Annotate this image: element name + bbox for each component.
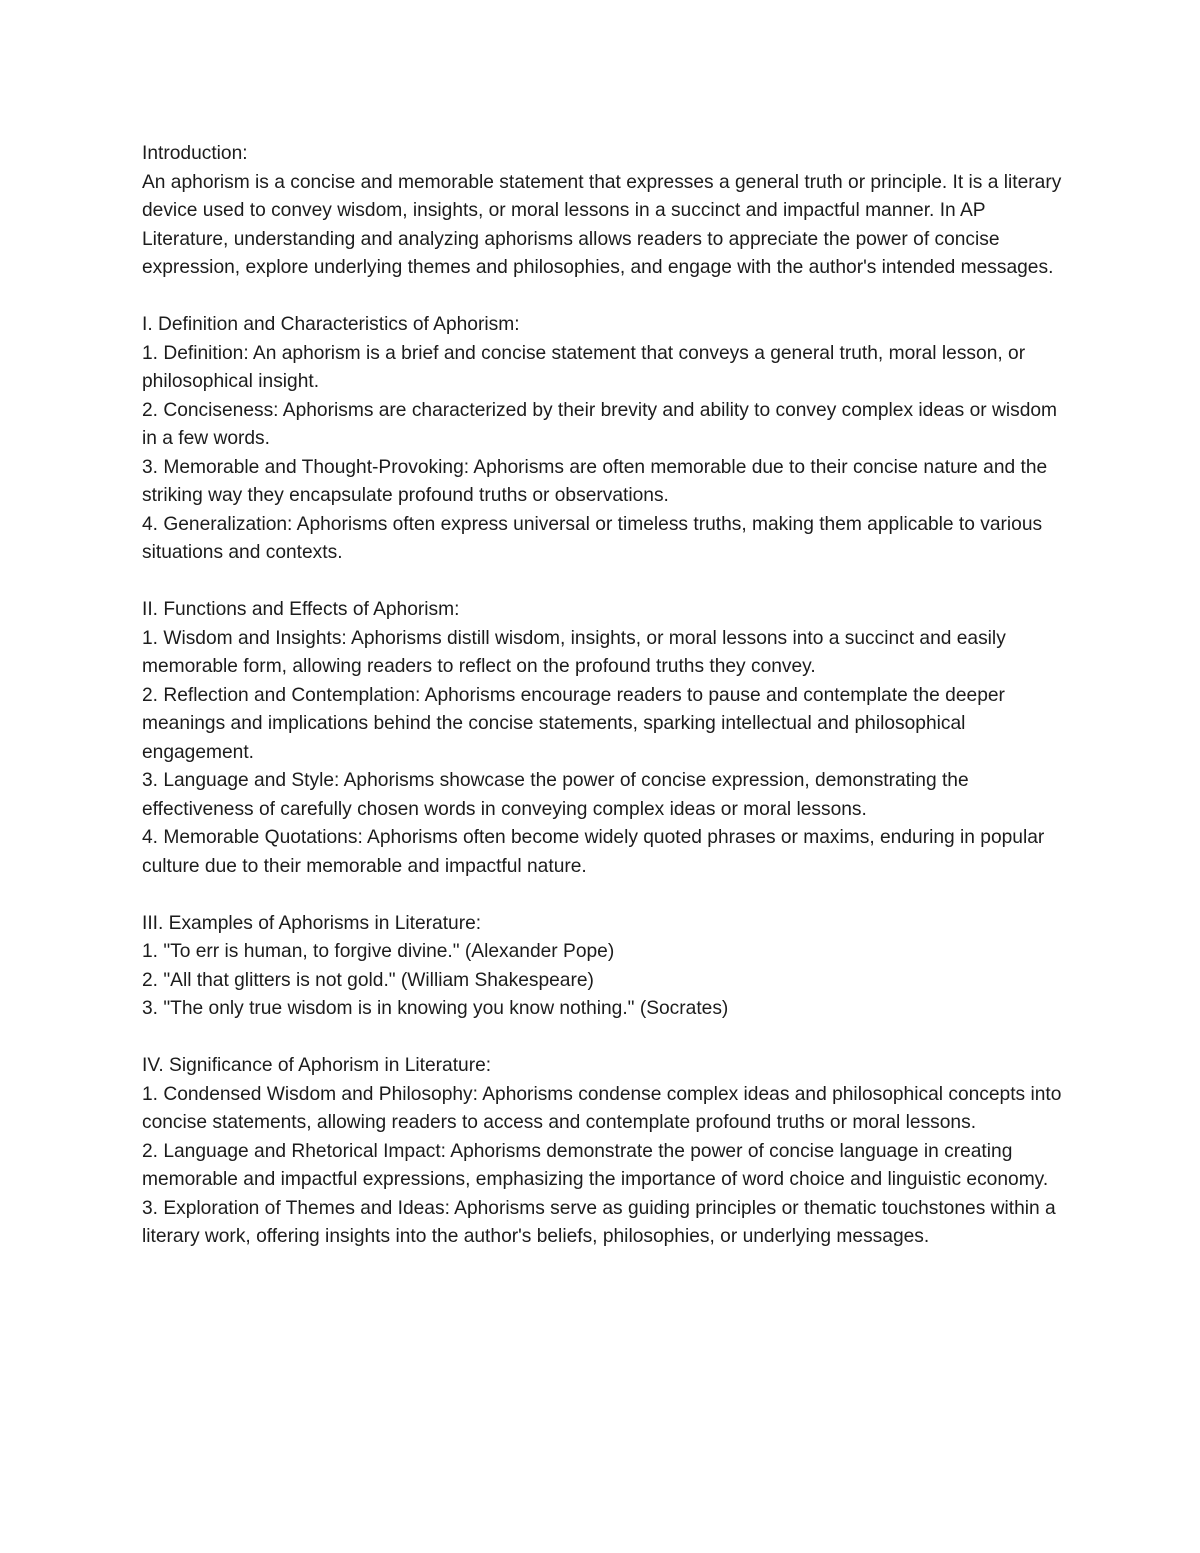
list-item: 3. Language and Style: Aphorisms showcase the power of concise expression, demonstrating the effectiveness of carefully chosen words in conveying complex ideas or moral lessons.: [142, 770, 969, 820]
list-item: 2. Conciseness: Aphorisms are characterized by their brevity and ability to convey complex ideas or wisdom in a few words.: [142, 399, 1058, 449]
section-functions: [142, 596, 1072, 881]
section-significance: [142, 1052, 1072, 1252]
section-heading: III. Examples of Aphorisms in Literature:: [142, 912, 482, 934]
document-page: [142, 140, 1072, 1280]
intro-paragraph: An aphorism is a concise and memorable statement that expresses a general truth or principle. It is a literary device used to convey wisdom, insights, or moral lessons in a succinct and impactful manner. In AP Literature, understanding and analyzing aphorisms allows readers to appreciate the power of concise expression, explore underlying themes and philosophies, and engage with the author's intended messages.: [142, 171, 1062, 278]
list-item: 3. Exploration of Themes and Ideas: Aphorisms serve as guiding principles or thematic touchstones within a literary work, offering insights into the author's beliefs, philosophies, or underlying messages.: [142, 1197, 1056, 1247]
list-item: 3. "The only true wisdom is in knowing you know nothing." (Socrates): [142, 998, 729, 1019]
list-item: 4. Generalization: Aphorisms often express universal or timeless truths, making them applicable to various situations and contexts.: [142, 513, 1043, 563]
intro-section: [142, 140, 1072, 283]
intro-heading: Introduction:: [142, 143, 248, 164]
list-item: 2. "All that glitters is not gold." (William Shakespeare): [142, 969, 594, 991]
section-heading: I. Definition and Characteristics of Aphorism:: [142, 314, 520, 335]
list-item: 1. "To err is human, to forgive divine." (Alexander Pope): [142, 941, 615, 962]
list-item: 1. Definition: An aphorism is a brief and concise statement that conveys a general truth, moral lesson, or philosophical insight.: [142, 342, 1026, 392]
section-definition: [142, 311, 1072, 568]
list-item: 1. Condensed Wisdom and Philosophy: Aphorisms condense complex ideas and philosophical concepts into concise statements, allowing readers to access and contemplate profound truths or moral lessons.: [142, 1083, 1062, 1133]
section-heading: IV. Significance of Aphorism in Literature:: [142, 1055, 492, 1076]
list-item: 3. Memorable and Thought-Provoking: Aphorisms are often memorable due to their concise nature and the striking way they encapsulate profound truths or observations.: [142, 456, 1048, 506]
list-item: 2. Language and Rhetorical Impact: Aphorisms demonstrate the power of concise language in creating memorable and impactful expressions, emphasizing the importance of word choice and linguistic economy.: [142, 1140, 1049, 1190]
section-heading: II. Functions and Effects of Aphorism:: [142, 599, 460, 620]
list-item: 1. Wisdom and Insights: Aphorisms distill wisdom, insights, or moral lessons into a succinct and easily memorable form, allowing readers to reflect on the profound truths they convey.: [142, 627, 1006, 677]
list-item: 4. Memorable Quotations: Aphorisms often become widely quoted phrases or maxims, enduring in popular culture due to their memorable and impactful nature.: [142, 827, 1045, 877]
section-examples: [142, 910, 1072, 1024]
list-item: 2. Reflection and Contemplation: Aphorisms encourage readers to pause and contemplate the deeper meanings and implications behind the concise statements, sparking intellectual and philosophical engagement.: [142, 684, 1005, 763]
